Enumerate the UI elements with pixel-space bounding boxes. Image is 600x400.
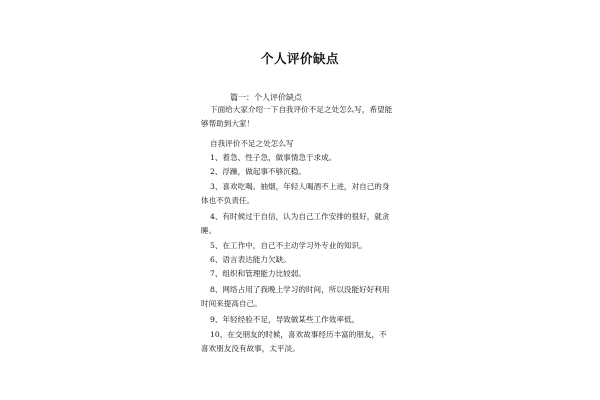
list-item: 2、浮躁，做起事不够沉稳。 [210,167,306,176]
list-item: 7、组织和管理能力比较弱。 [210,269,306,278]
intro-paragraph: 下面给大家介绍一下自我评价不足之处怎么写，希望能够帮助到大家！ [201,105,393,128]
list-item: 1、着急、性子急，做事情急于求成。 [210,153,337,162]
section-heading: 篇一：个人评价缺点 [230,93,302,102]
list-item: 10、在交朋友的时候，喜欢故事经历丰富的朋友，不喜欢朋友没有故事，太平淡。 [201,330,387,353]
list-item: 4、有时候过于自信，认为自己工作安排的很好，就贪睡。 [201,212,390,235]
subheading: 自我评价不足之处怎么写 [210,139,294,148]
list-item: 8、网络占用了我晚上学习的时间，所以没能好好利用时间来提高自己。 [201,285,390,308]
list-item: 3、喜欢吃喝、抽烟，年轻人喝酒不上进，对自己的身体也不负责任。 [201,182,390,205]
list-item: 5、在工作中，自己不主动学习外专业的知识。 [210,241,367,250]
list-item: 6、语言表达能力欠缺。 [210,255,291,264]
page-title: 个人评价缺点 [260,51,339,66]
list-item: 9、年轻经验不足，导致做某些工作效率低。 [210,315,360,324]
